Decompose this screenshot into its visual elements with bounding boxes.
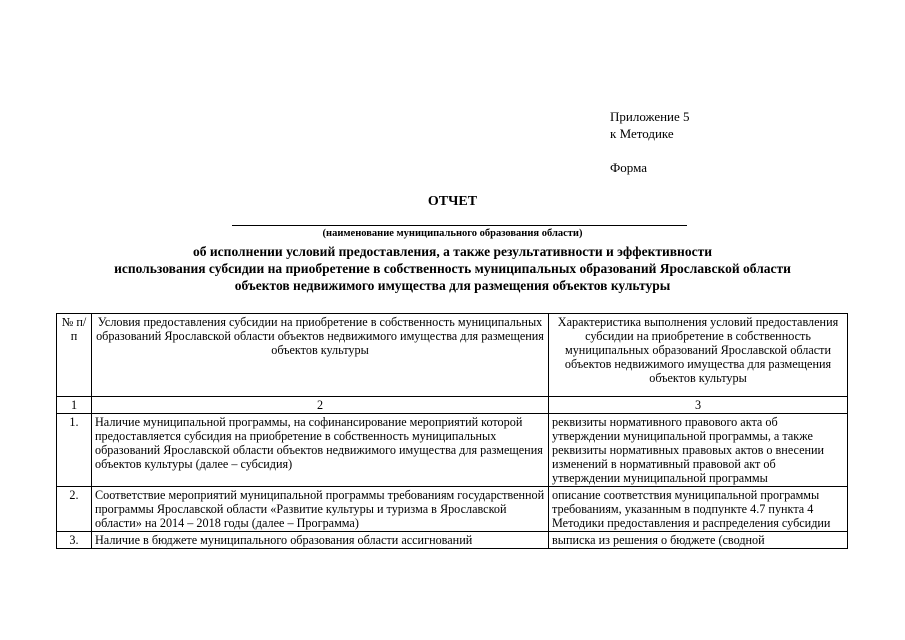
table-header-row <box>57 314 848 397</box>
report-table <box>56 313 848 549</box>
appendix-block <box>610 108 690 176</box>
header-conditions: Условия предоставления субсидии на приобретение в собственность муниципальных образований Ярославской области объектов недвижимого имущества для размещения объектов культуры <box>92 314 549 397</box>
row-condition: Наличие муниципальной программы, на софинансирование мероприятий которой предоставляется субсидия на приобретение в собственность муниципальных образований Ярославской области объектов недвижимого имущества для размещения объектов культуры (далее – субсидия) <box>92 414 549 487</box>
municipality-name-caption: (наименование муниципального образования области) <box>322 228 583 239</box>
header-characteristic: Характеристика выполнения условий предоставления субсидии на приобретение в собственность муниципальных образований Ярославской области объектов недвижимого имущества для размещения объектов культуры <box>549 314 848 397</box>
row-condition: Соответствие мероприятий муниципальной программы требованиям государственной программы Ярославской области «Развитие культуры и туризма в Ярославской области» на 2014 – 2018 годы (далее – Программа) <box>92 487 549 532</box>
row-characteristic-text: выписка из решения о бюджете (сводной <box>552 533 765 547</box>
report-subtitle <box>0 243 905 294</box>
row-number: 2. <box>57 487 92 532</box>
row-number-text: 3. <box>69 533 79 547</box>
row-condition <box>92 532 549 549</box>
column-number-1: 1 <box>57 397 92 414</box>
appendix-line-2: к Методике <box>610 126 674 141</box>
subtitle-line-2: использования субсидии на приобретение в собственность муниципальных образований Ярославской области <box>114 261 791 276</box>
form-label: Форма <box>610 160 647 175</box>
column-number-2: 2 <box>92 397 549 414</box>
table-row <box>57 532 848 549</box>
appendix-line-1: Приложение 5 <box>610 109 690 124</box>
subtitle-line-1: об исполнении условий предоставления, а также результативности и эффективности <box>193 244 712 259</box>
report-title: ОТЧЕТ <box>427 194 478 209</box>
column-number-3: 3 <box>549 397 848 414</box>
row-condition-text: Наличие в бюджете муниципального образования области ассигнований <box>95 533 473 547</box>
row-number: 1. <box>57 414 92 487</box>
municipality-name-line <box>232 225 687 226</box>
appendix-gap <box>610 142 690 159</box>
table-row <box>57 414 848 487</box>
row-characteristic: реквизиты нормативного правового акта об утверждении муниципальной программы, а также реквизиты нормативных правовых актов о внесении изменений в нормативный правовой акт об утверждении муниципальной программы <box>549 414 848 487</box>
column-number-row <box>57 397 848 414</box>
table-row <box>57 487 848 532</box>
row-characteristic: описание соответствия муниципальной программы требованиям, указанным в подпункте 4.7 пункта 4 Методики предоставления и распределения субсидии <box>549 487 848 532</box>
subtitle-line-3: объектов недвижимого имущества для размещения объектов культуры <box>234 278 671 293</box>
row-number <box>57 532 92 549</box>
row-characteristic <box>549 532 848 549</box>
header-no: № п/п <box>57 314 92 397</box>
